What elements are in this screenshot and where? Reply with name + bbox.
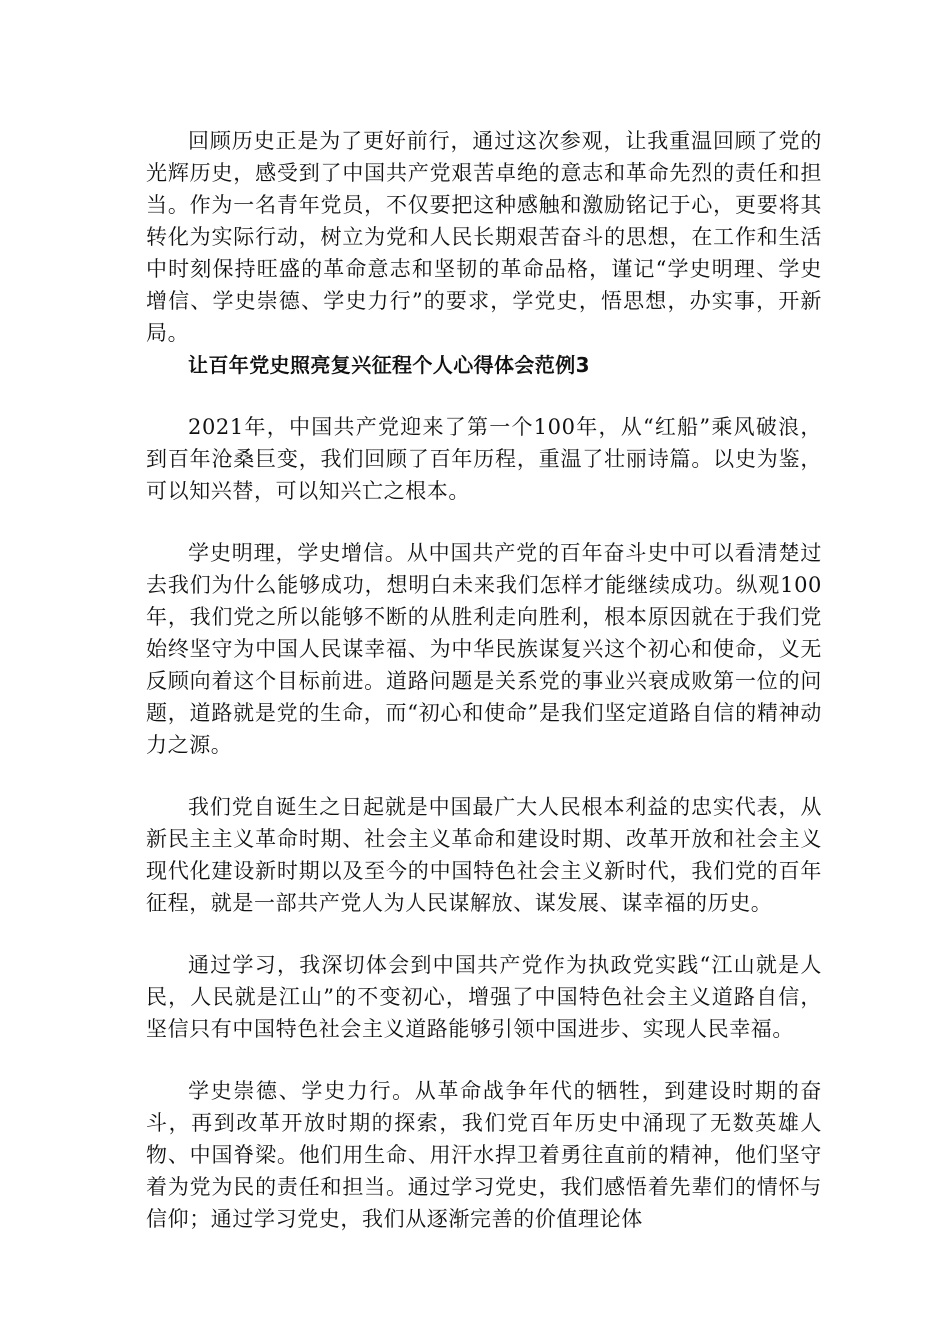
paragraph-4: 通过学习，我深切体会到中国共产党作为执政党实践“江山就是人民，人民就是江山”的不变初心，增强了中国特色社会主义道路自信，坚信只有中国特色社会主义道路能够引领中国进步、实现人民幸福。 [146, 953, 822, 1041]
section-heading: 让百年党史照亮复兴征程个人心得体会范例3 [188, 353, 590, 377]
paragraph-spacer [146, 1045, 822, 1075]
paragraph-spacer [146, 761, 822, 791]
paragraph-spacer [146, 507, 822, 537]
paragraph-intro: 回顾历史正是为了更好前行，通过这次参观，让我重温回顾了党的光辉历史，感受到了中国共产党艰苦卓绝的意志和革命先烈的责任和担当。作为一名青年党员，不仅要把这种感触和激励铭记于心，更要将其转化为实际行动，树立为党和人民长期艰苦奋斗的思想，在工作和生活中时刻保持旺盛的革命意志和坚韧的革命品格，谨记“学史明理、学史增信、学史崇德、学史力行”的要求，学党史，悟思想，办实事，开新局。 [146, 129, 822, 345]
paragraph-spacer [146, 381, 822, 411]
paragraph-2: 学史明理，学史增信。从中国共产党的百年奋斗史中可以看清楚过去我们为什么能够成功，想明白未来我们怎样才能继续成功。纵观100年，我们党之所以能够不断的从胜利走向胜利，根本原因就在于我们党始终坚守为中国人民谋幸福、为中华民族谋复兴这个初心和使命，义无反顾向着这个目标前进。道路问题是关系党的事业兴衰成败第一位的问题，道路就是党的生命，而“初心和使命”是我们坚定道路自信的精神动力之源。 [146, 541, 822, 757]
paragraph-1: 2021年，中国共产党迎来了第一个100年，从“红船”乘风破浪，到百年沧桑巨变，我们回顾了百年历程，重温了壮丽诗篇。以史为鉴，可以知兴替，可以知兴亡之根本。 [146, 415, 822, 503]
paragraph-3: 我们党自诞生之日起就是中国最广大人民根本利益的忠实代表，从新民主主义革命时期、社会主义革命和建设时期、改革开放和社会主义现代化建设新时期以及至今的中国特色社会主义新时代，我们党的百年征程，就是一部共产党人为人民谋解放、谋发展、谋幸福的历史。 [146, 795, 822, 915]
document-body [146, 125, 822, 1235]
paragraph-5: 学史崇德、学史力行。从革命战争年代的牺牲，到建设时期的奋斗，再到改革开放时期的探索，我们党百年历史中涌现了无数英雄人物、中国脊梁。他们用生命、用汗水捍卫着勇往直前的精神，他们坚守着为党为民的责任和担当。通过学习党史，我们感悟着先辈们的情怀与信仰；通过学习党史，我们从逐渐完善的价值理论体 [146, 1079, 822, 1231]
paragraph-spacer [146, 919, 822, 949]
